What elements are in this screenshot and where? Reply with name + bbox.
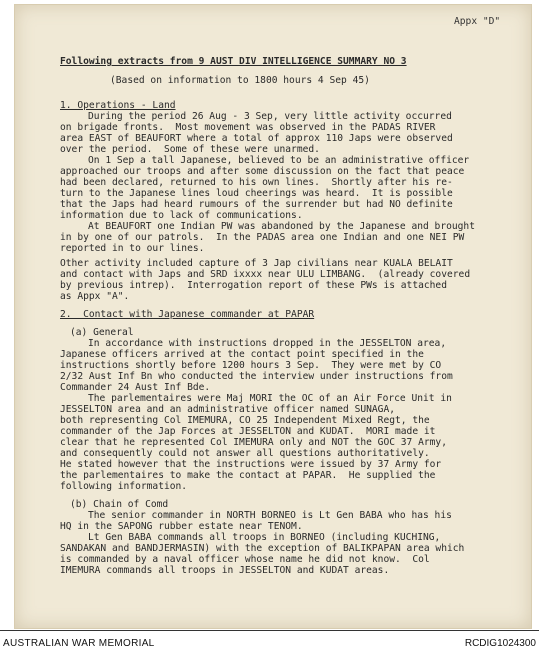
text-line: 2. Contact with Japanese commander at PAPAR bbox=[60, 309, 315, 320]
text-line: The parlementaires were Maj MORI the OC of an Air Force Unit in bbox=[88, 393, 452, 404]
text-line: the parlementaires to make the contact at PAPAR. He supplied the bbox=[60, 470, 436, 481]
text-line: in by one of our patrols. In the PADAS area one Indian and one NEI PW bbox=[60, 232, 465, 243]
text-line: that the Japs had heard rumours of the surrender but had NO definite bbox=[60, 199, 453, 210]
text-line: (a) General bbox=[70, 327, 134, 338]
text-line: over the period. Some of these were unarmed. bbox=[60, 144, 320, 155]
text-line: The senior commander in NORTH BORNEO is Lt Gen BABA who has his bbox=[88, 510, 452, 521]
text-line: Lt Gen BABA commands all troops in BORNEO (including KUCHING, bbox=[88, 532, 441, 543]
text-line: is commanded by a naval officer whose name he did not know. Col bbox=[60, 554, 430, 565]
document-title: Following extracts from 9 AUST DIV INTELLIGENCE SUMMARY NO 3 bbox=[60, 56, 407, 67]
document-subtitle: (Based on information to 1800 hours 4 Sep 45) bbox=[110, 75, 370, 86]
text-line: At BEAUFORT one Indian PW was abandoned by the Japanese and brought bbox=[88, 221, 475, 232]
text-line: information due to lack of communications. bbox=[60, 210, 303, 221]
archive-footer bbox=[0, 630, 539, 655]
text-line: Japanese officers arrived at the contact point specified in the bbox=[60, 349, 424, 360]
text-line: IMEMURA commands all troops in JESSELTON and KUDAT areas. bbox=[60, 565, 390, 576]
text-line: turn to the Japanese lines loud cheerings was heard. It is possible bbox=[60, 188, 453, 199]
text-line: reported in to our lines. bbox=[60, 243, 205, 254]
text-line: and consequently could not answer all questions authoritatively. bbox=[60, 448, 430, 459]
text-line: had been declared, returned to his own lines. Shortly after his re- bbox=[60, 177, 453, 188]
text-line: (b) Chain of Comd bbox=[70, 499, 169, 510]
text-line: commander of the Jap Forces at JESSELTON and KUDAT. MORI made it bbox=[60, 426, 436, 437]
text-line: During the period 26 Aug - 3 Sep, very little activity occurred bbox=[88, 111, 452, 122]
text-line: 2/32 Aust Inf Bn who conducted the interview under instructions from bbox=[60, 371, 453, 382]
text-line: Other activity included capture of 3 Jap civilians near KUALA BELAIT bbox=[60, 258, 453, 269]
appendix-label: Appx "D" bbox=[454, 16, 501, 27]
text-line: Commander 24 Aust Inf Bde. bbox=[60, 382, 211, 393]
text-line: following information. bbox=[60, 481, 188, 492]
text-line: instructions shortly before 1200 hours 3 Sep. They were met by CO bbox=[60, 360, 442, 371]
text-line: He stated however that the instructions were issued by 37 Army for bbox=[60, 459, 442, 470]
text-line: area EAST of BEAUFORT where a total of approx 110 Japs were observed bbox=[60, 133, 453, 144]
text-line: JESSELTON area and an administrative officer named SUNAGA, bbox=[60, 404, 396, 415]
text-line: approached our troops and after some discussion on the fact that peace bbox=[60, 166, 465, 177]
text-line: both representing Col IMEMURA, CO 25 Independent Mixed Regt, the bbox=[60, 415, 430, 426]
text-line: as Appx "A". bbox=[60, 291, 130, 302]
text-line: SANDAKAN and BANDJERMASIN) with the exception of BALIKPAPAN area which bbox=[60, 543, 465, 554]
text-line: and contact with Japs and SRD ixxxx near ULU LIMBANG. (already covered bbox=[60, 269, 471, 280]
text-line: In accordance with instructions dropped in the JESSELTON area, bbox=[88, 338, 447, 349]
text-line: On 1 Sep a tall Japanese, believed to be an administrative officer bbox=[88, 155, 470, 166]
text-line: clear that he represented Col IMEMURA only and NOT the GOC 37 Army, bbox=[60, 437, 447, 448]
text-line: on brigade fronts. Most movement was observed in the PADAS RIVER bbox=[60, 122, 436, 133]
footer-reference-id: RCDIG1024300 bbox=[464, 638, 536, 649]
text-line: by previous intrep). Interrogation report of these PWs is attached bbox=[60, 280, 447, 291]
text-line: 1. Operations - Land bbox=[60, 100, 176, 111]
footer-source: AUSTRALIAN WAR MEMORIAL bbox=[3, 638, 155, 649]
text-line: HQ in the SAPONG rubber estate near TENOM. bbox=[60, 521, 303, 532]
